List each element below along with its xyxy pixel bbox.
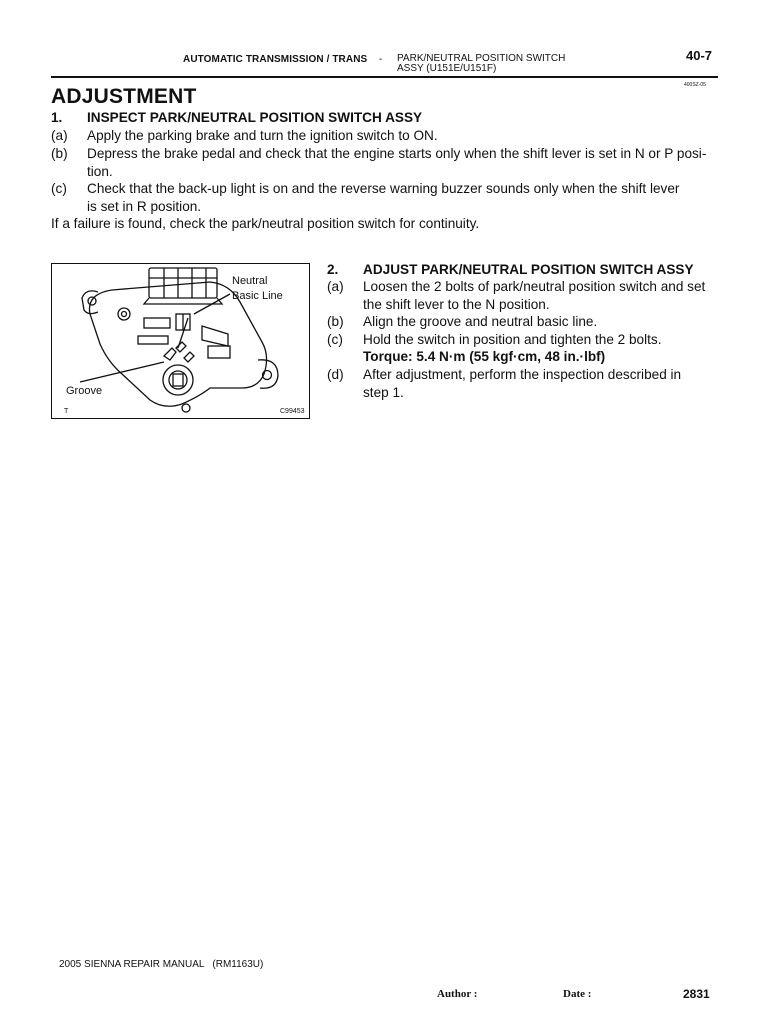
torque-spec: Torque: 5.4 N·m (55 kgf·cm, 48 in.·lbf) [363,349,606,364]
adjust-item-b-text: Align the groove and neutral basic line. [363,314,598,329]
inspect-item-c-line2: is set in R position. [87,198,202,214]
inspect-item-a-letter: (a) [51,128,68,143]
adjust-item-a-line2: the shift lever to the N position. [363,296,550,312]
inspect-item-b-line1: Depress the brake pedal and check that the engine starts only when the shift lever is set in N or P posi- [87,146,707,161]
figure-corner-mark: T [64,408,69,415]
header-title [397,54,565,74]
adjust-item-a-line1: Loosen the 2 bolts of park/neutral position switch and set [363,279,706,294]
adjust-item-b-letter: (b) [327,314,344,329]
inspect-item-b-letter: (b) [51,146,68,161]
footer-manual: 2005 SIENNA REPAIR MANUAL (RM1163U) [59,959,264,970]
inspect-number: 1. [51,110,63,125]
figure-code: C99453 [280,408,305,415]
label-neutral-line1: Neutral [232,275,268,287]
label-groove: Groove [66,385,103,397]
inspect-item-c-letter: (c) [51,181,67,196]
inspect-title: INSPECT PARK/NEUTRAL POSITION SWITCH ASSY [87,110,423,125]
header-title-line1: PARK/NEUTRAL POSITION SWITCH [397,53,566,64]
footer-page-number: 2831 [683,987,710,1001]
label-neutral-basic-line [232,274,283,304]
adjust-item-d [327,366,718,402]
adjust-item-a [327,278,718,314]
switch-illustration [51,263,310,419]
adjust-item-d-letter: (d) [327,367,344,382]
header-page-number: 40-7 [686,48,713,63]
header-section: AUTOMATIC TRANSMISSION / TRANS [183,54,368,65]
header-rule [51,76,718,78]
adjust-item-c-letter: (c) [327,332,343,347]
inspect-item-b [51,145,718,181]
adjust-item-d-line1: After adjustment, perform the inspection described in [363,367,682,382]
inspect-item-c [51,180,718,216]
adjust-item-d-line2: step 1. [363,384,404,400]
adjust-item-c-text: Hold the switch in position and tighten the 2 bolts. [363,332,662,347]
inspect-item-c-line1: Check that the back-up light is on and the reverse warning buzzer sounds only when the shift lever [87,181,680,196]
header-code: 400SZ-05 [684,82,706,88]
footer-date: Date : [563,988,592,1000]
header-separator: - [379,54,383,65]
adjust-number: 2. [327,262,339,277]
adjust-title: ADJUST PARK/NEUTRAL POSITION SWITCH ASSY [363,262,694,277]
inspect-item-b-line2: tion. [87,163,113,179]
header-title-line2: ASSY (U151E/U151F) [397,63,497,74]
page-title: ADJUSTMENT [51,85,197,108]
adjust-item-a-letter: (a) [327,279,344,294]
inspect-item-a-text: Apply the parking brake and turn the ignition switch to ON. [87,128,438,143]
label-neutral-line2: Basic Line [232,290,283,302]
inspect-note: If a failure is found, check the park/neutral position switch for continuity. [51,216,480,231]
footer-author: Author : [437,988,478,1000]
